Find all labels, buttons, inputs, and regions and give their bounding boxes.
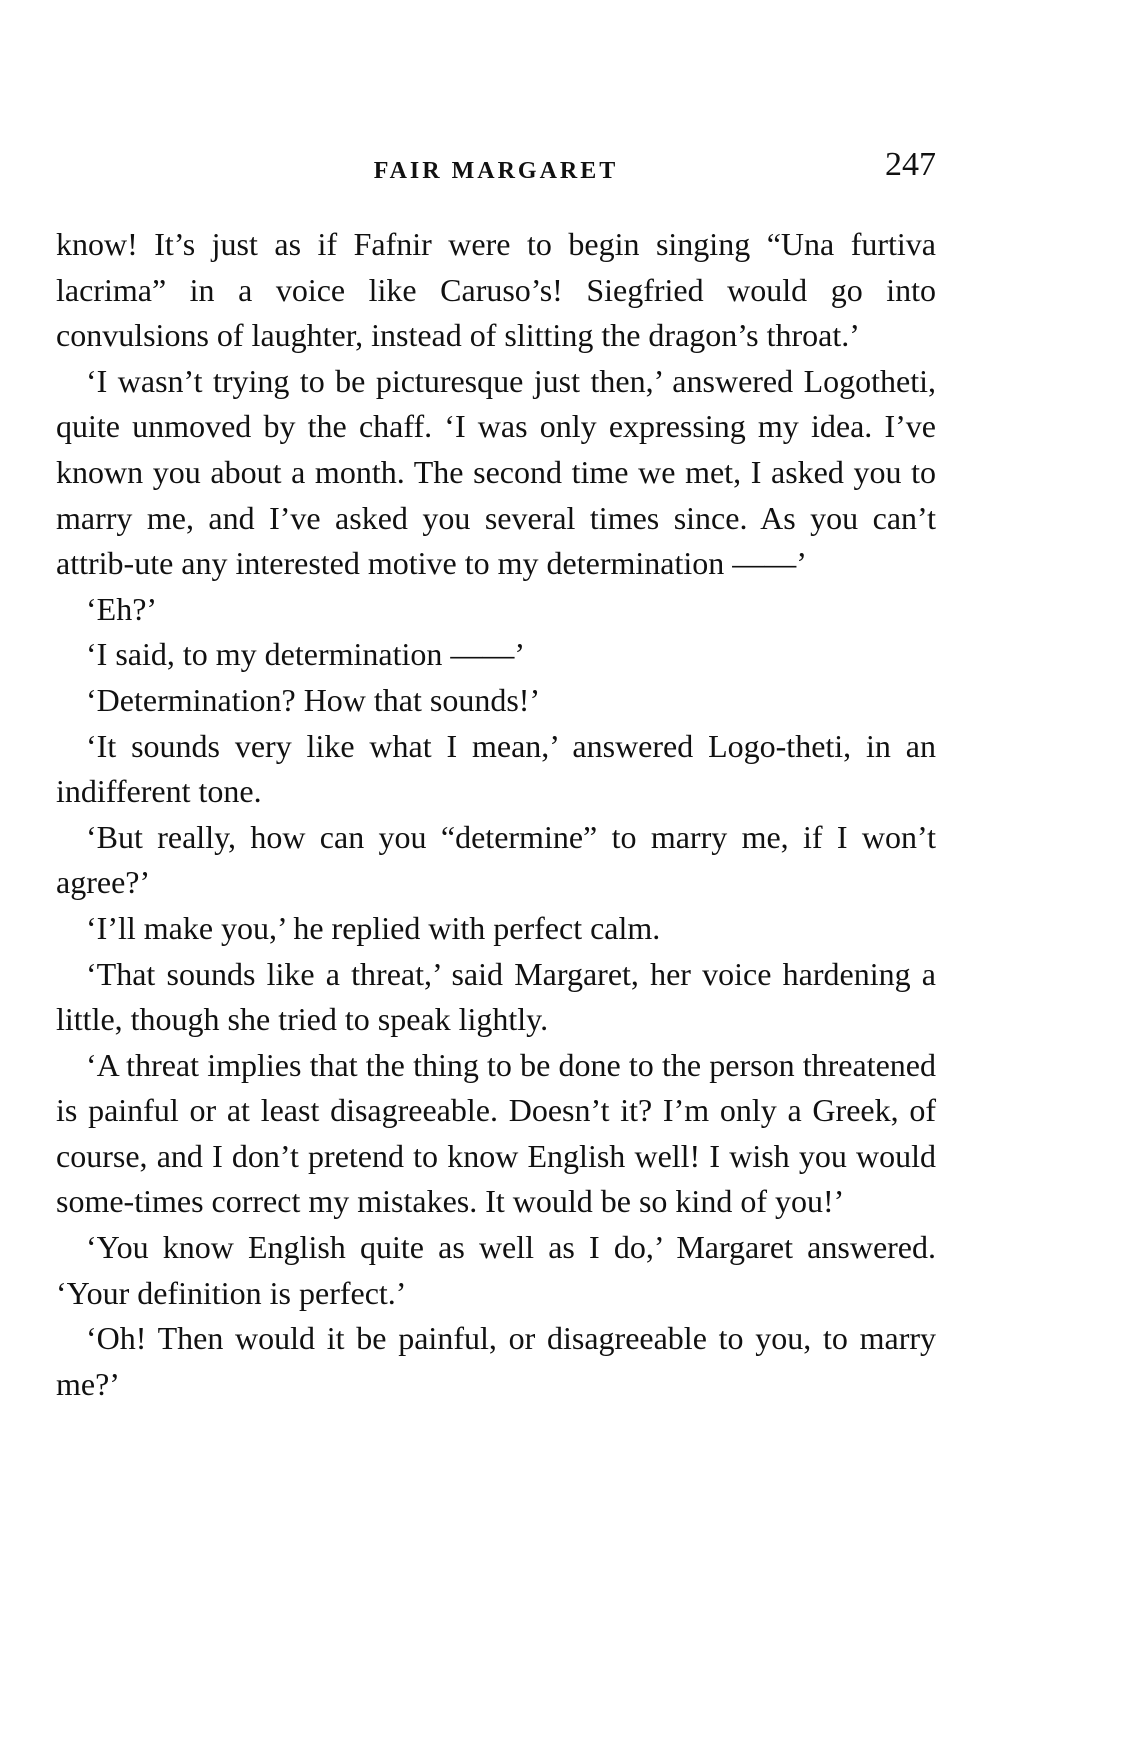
paragraph: ‘Eh?’ <box>86 590 158 627</box>
paragraph: ‘Oh! Then would it be painful, or disagreeable to you, to marry me?’ <box>56 1320 936 1402</box>
body-text <box>56 222 936 1407</box>
paragraph: ‘A threat implies that the thing to be done to the person threatened is painful or at least disagreeable. Doesn’t it? I’m only a Greek, of course, and I don’t pretend to know English well! I wish you would some-times correct my mistakes. It would be so kind of you!’ <box>56 1046 936 1220</box>
paragraph: ‘It sounds very like what I mean,’ answered Logo-theti, in an indifferent tone. <box>56 727 936 810</box>
page-header <box>56 138 936 188</box>
page-number: 247 <box>885 146 936 183</box>
paragraph: ‘I’ll make you,’ he replied with perfect calm. <box>86 909 661 946</box>
paragraph: know! It’s just as if Fafnir were to begin singing “Una furtiva lacrima” in a voice like Caruso’s! Siegfried would go into convulsions of laughter, instead of slitting the dragon’s throat.’ <box>56 226 936 354</box>
paragraph: ‘I said, to my determination ——’ <box>86 636 526 673</box>
running-title: FAIR MARGARET <box>373 158 619 184</box>
paragraph: ‘You know English quite as well as I do,’ Margaret answered. ‘Your definition is perfect.’ <box>56 1229 936 1311</box>
paragraph: ‘I wasn’t trying to be picturesque just then,’ answered Logotheti, quite unmoved by the chaff. ‘I was only expressing my idea. I’ve known you about a month. The second time we met, I asked you to marry me, and I’ve asked you several times since. As you can’t attrib-ute any interested motive to my determination ——’ <box>56 362 936 582</box>
paragraph: ‘But really, how can you “determine” to marry me, if I won’t agree?’ <box>56 818 936 901</box>
paragraph: ‘That sounds like a threat,’ said Margaret, her voice hardening a little, though she tried to speak lightly. <box>56 955 936 1038</box>
paragraph: ‘Determination? How that sounds!’ <box>86 681 541 718</box>
